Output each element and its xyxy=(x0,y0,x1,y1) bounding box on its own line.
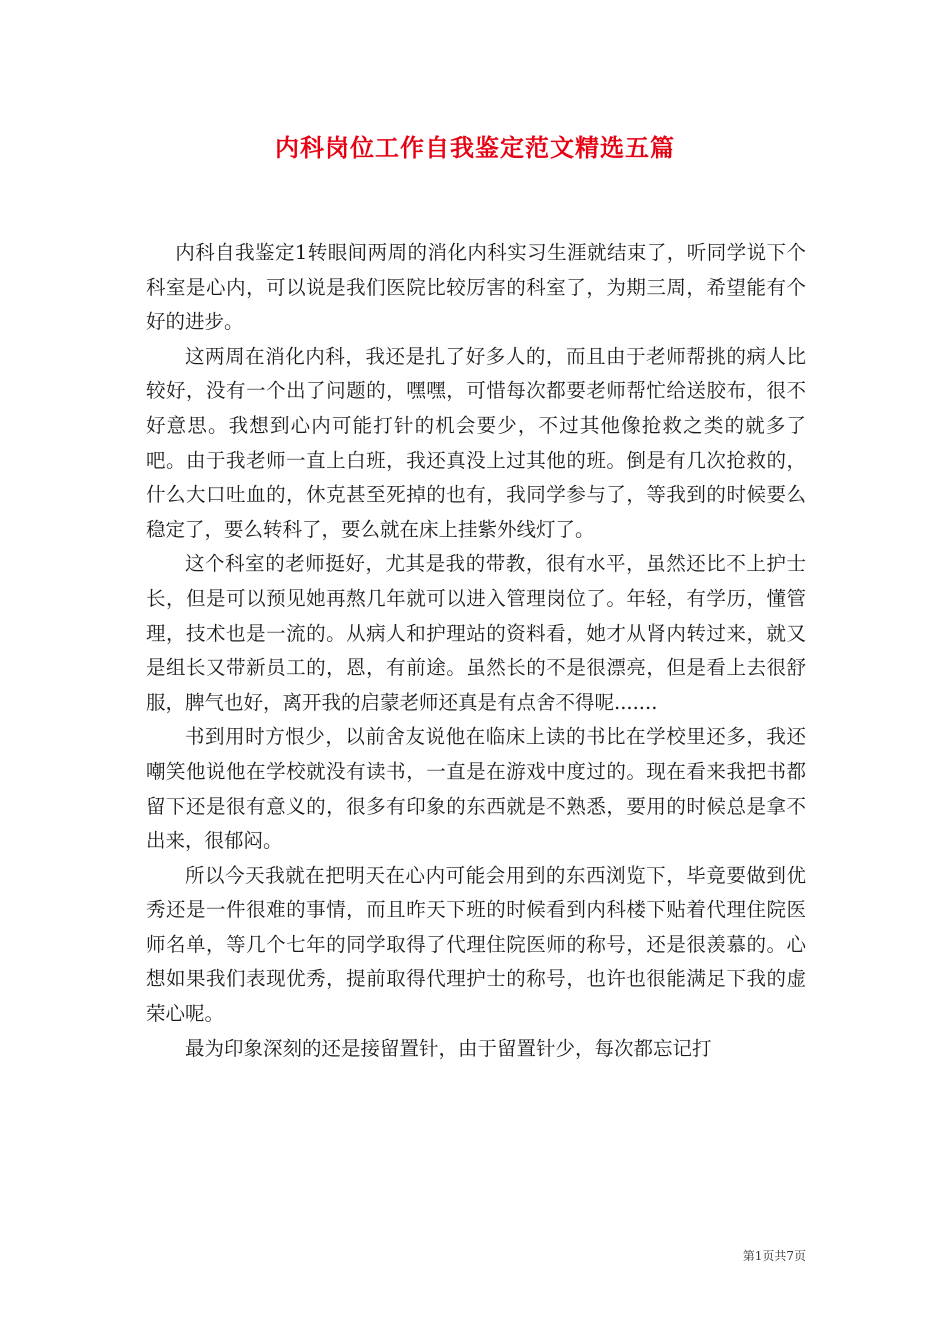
paragraph-3: 这个科室的老师挺好，尤其是我的带教，很有水平，虽然还比不上护士长，但是可以预见她再熬几年就可以进入管理岗位了。年轻，有学历，懂管理，技术也是一流的。从病人和护理站的资料看，她才从肾内转过来，就又是组长又带新员工的，恩，有前途。虽然长的不是很漂亮，但是看上去很舒服，脾气也好，离开我的启蒙老师还真是有点舍不得呢....... xyxy=(146,552,806,714)
document-title: 内科岗位工作自我鉴定范文精选五篇 xyxy=(275,133,675,162)
document-body xyxy=(146,236,806,1066)
paragraph-4: 书到用时方恨少，以前舍友说他在临床上读的书比在学校里还多，我还嘲笑他说他在学校就没有读书，一直是在游戏中度过的。现在看来我把书都留下还是很有意义的，很多有印象的东西就是不熟悉，要用的时候总是拿不出来，很郁闷。 xyxy=(146,725,806,853)
page-number: 第1页共7页 xyxy=(742,1249,806,1263)
paragraph-6: 最为印象深刻的还是接留置针，由于留置针少，每次都忘记打 xyxy=(185,1036,712,1060)
paragraph-1: 内科自我鉴定1转眼间两周的消化内科实习生涯就结束了，听同学说下个科室是心内，可以说是我们医院比较厉害的科室了，为期三周，希望能有个好的进步。 xyxy=(146,241,806,334)
paragraph-2: 这两周在消化内科，我还是扎了好多人的，而且由于老师帮挑的病人比较好，没有一个出了问题的，嘿嘿，可惜每次都要老师帮忙给送胶布，很不好意思。我想到心内可能打针的机会要少，不过其他像抢救之类的就多了吧。由于我老师一直上白班，我还真没上过其他的班。倒是有几次抢救的，什么大口吐血的，休克甚至死掉的也有，我同学参与了，等我到的时候要么稳定了，要么转科了，要么就在床上挂紫外线灯了。 xyxy=(146,344,806,541)
paragraph-5: 所以今天我就在把明天在心内可能会用到的东西浏览下，毕竟要做到优秀还是一件很难的事情，而且昨天下班的时候看到内科楼下贴着代理住院医师名单，等几个七年的同学取得了代理住院医师的称号，还是很羡慕的。心想如果我们表现优秀，提前取得代理护士的称号，也许也很能满足下我的虚荣心呢。 xyxy=(146,863,806,1026)
